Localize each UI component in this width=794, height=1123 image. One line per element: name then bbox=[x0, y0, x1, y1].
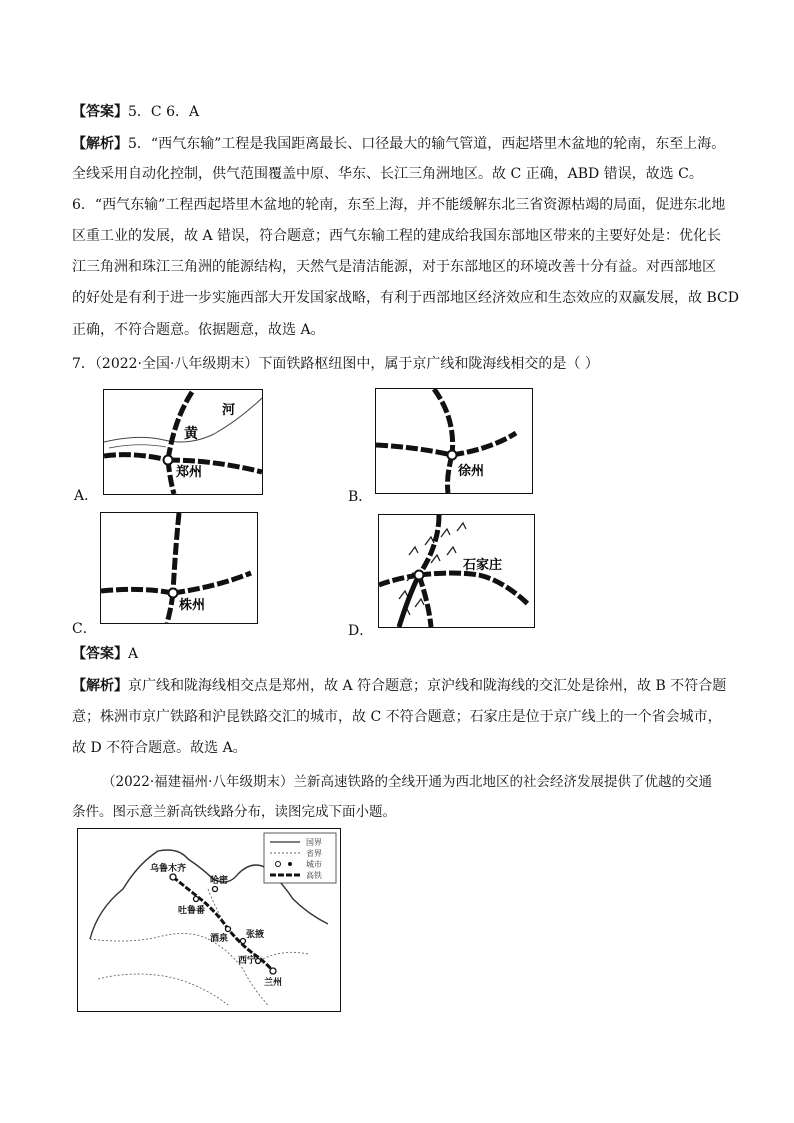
city-turpan: 吐鲁番 bbox=[178, 906, 206, 916]
city-label-zhengzhou: 郑州 bbox=[176, 465, 203, 480]
analysis-line-6: 的好处是有利于进一步实施西部大开发国家战略，有利于西部地区经济效应和生态效应的双赢发展，故 BCD bbox=[72, 290, 739, 306]
city-label-xuzhou: 徐州 bbox=[458, 464, 485, 479]
city-xining: 西宁 bbox=[238, 956, 257, 966]
legend-high-speed-rail: 高铁 bbox=[306, 871, 322, 880]
option-d-label: D． bbox=[348, 623, 374, 639]
intro-line-1: （2022·福建福州·八年级期末）兰新高速铁路的全线开通为西北地区的社会经济发展提供了优越的交通 bbox=[102, 774, 712, 790]
city-zhangye: 张掖 bbox=[246, 930, 265, 940]
analysis-text: 5．“西气东输”工程是我国距离最长、口径最大的输气管道，西起塔里木盆地的轮南，东至上海。 bbox=[128, 136, 726, 152]
analysis2-line-2: 意；株洲市京广铁路和沪昆铁路交汇的城市，故 C 不符合题意；石家庄是位于京广线上的一个省会城市， bbox=[72, 709, 722, 725]
intro-line-2: 条件。图示意兰新高铁线路分布，读图完成下面小题。 bbox=[72, 804, 396, 820]
analysis-line-2: 全线采用自动化控制，供气范围覆盖中原、华东、长江三角洲地区。故 C 正确，ABD 错误，故选 C。 bbox=[72, 166, 703, 182]
city-hami: 哈密 bbox=[210, 876, 229, 886]
option-b-label: B． bbox=[348, 489, 373, 505]
option-a-label: A． bbox=[74, 488, 99, 504]
question-7: 7．（2022·全国·八年级期末）下面铁路枢纽图中，属于京广线和陇海线相交的是（ ） bbox=[72, 356, 599, 372]
legend-city: 城市 bbox=[306, 860, 322, 869]
river-label-he: 河 bbox=[222, 403, 236, 418]
answer-label: 【答案】 bbox=[72, 646, 128, 662]
answer-label: 【答案】 bbox=[72, 104, 128, 120]
river-label-huang: 黄 bbox=[184, 426, 198, 442]
city-lanzhou: 兰州 bbox=[264, 978, 283, 988]
answer-line-1 bbox=[72, 102, 199, 122]
analysis2-line-1 bbox=[72, 676, 726, 696]
answer-text: 5．C 6．A bbox=[128, 104, 200, 120]
analysis-line-1 bbox=[72, 134, 725, 154]
analysis-text: 京广线和陇海线相交点是郑州，故 A 符合题意；京沪线和陇海线的交汇处是徐州，故 B 不符合题 bbox=[128, 678, 727, 694]
analysis-label: 【解析】 bbox=[72, 136, 128, 152]
analysis-line-7: 正确，不符合题意。依据题意，故选 A。 bbox=[72, 322, 325, 338]
option-c-figure bbox=[100, 512, 258, 624]
analysis-line-5: 江三角洲和珠江三角洲的能源结构，天然气是清洁能源，对于东部地区的环境改善十分有益。对西部地区 bbox=[72, 259, 716, 275]
answer-text: A bbox=[128, 646, 139, 662]
analysis2-line-3: 故 D 不符合题意。故选 A。 bbox=[72, 740, 247, 756]
legend-provincial-border: 省界 bbox=[306, 849, 322, 858]
option-d-figure bbox=[378, 514, 535, 628]
city-jiuquan: 酒泉 bbox=[210, 934, 229, 944]
answer-line-2 bbox=[72, 644, 138, 664]
map-legend bbox=[264, 833, 336, 883]
legend-national-border: 国界 bbox=[306, 838, 322, 847]
analysis-line-4: 区重工业的发展，故 A 错误，符合题意；西气东输工程的建成给我国东部地区带来的主要好处是：优化长 bbox=[72, 228, 722, 244]
lanxin-railway-map bbox=[77, 828, 341, 1012]
option-b-figure bbox=[375, 388, 533, 494]
city-label-zhuzhou: 株州 bbox=[179, 598, 206, 613]
option-c-label: C． bbox=[72, 621, 97, 637]
analysis-line-3: 6．“西气东输”工程西起塔里木盆地的轮南，东至上海，并不能缓解东北三省资源枯竭的局面，促进东北地 bbox=[72, 197, 726, 213]
city-label-shijiazhuang: 石家庄 bbox=[463, 558, 503, 573]
city-urumqi: 乌鲁木齐 bbox=[150, 864, 187, 874]
analysis-label: 【解析】 bbox=[72, 678, 128, 694]
option-a-figure bbox=[103, 389, 263, 495]
